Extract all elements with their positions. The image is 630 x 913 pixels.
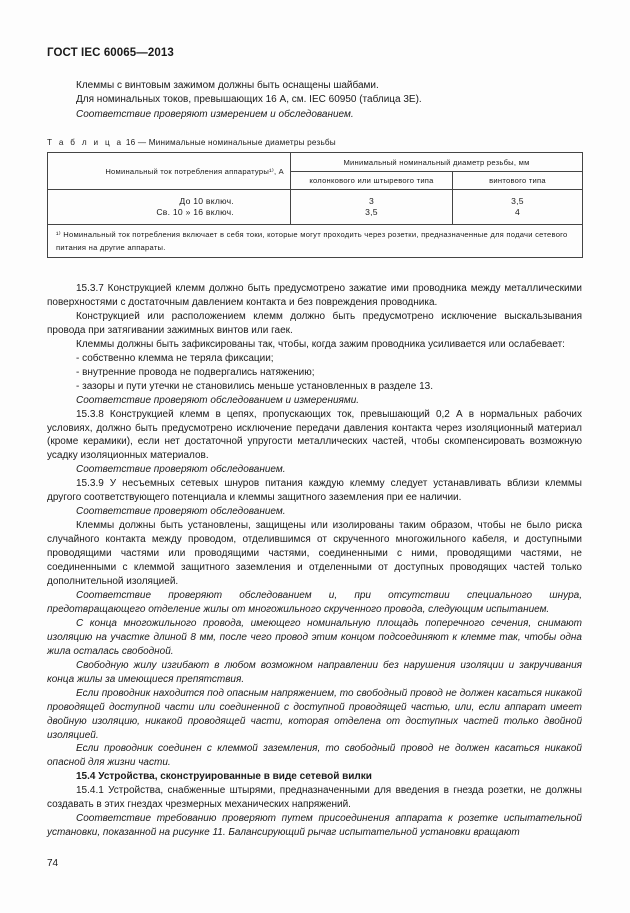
current-cell	[48, 190, 291, 225]
pillar-value: 3	[368, 196, 375, 206]
paragraph: - внутренние провода не подвергались натяжению;	[76, 366, 315, 378]
pillar-value: 3,5	[365, 207, 378, 217]
col-header-screw: винтового типа	[453, 172, 583, 190]
paragraph: Если проводник находится под опасным напряжением, то свободный провод не должен касаться никакой проводящей доступной части или соединенной с доступной проводящей частью, или, если аппарат имеет двойную изоляцию, никакой проводящей части, которая отделена от доступных частей только двойной изоляцией.	[47, 687, 582, 741]
pillar-cell	[291, 190, 453, 225]
intro-line: Соответствие проверяют измерением и обследованием.	[76, 108, 354, 120]
paragraph: Соответствие проверяют обследованием и, при отсутствии специального шнура, предотвращающего отделение жилы от многожильного скрученного провода, следующим испытанием.	[47, 589, 582, 615]
screw-cell	[453, 190, 583, 225]
paragraph: - зазоры и пути утечки не становились меньше установленных в разделе 13.	[76, 380, 433, 392]
paragraph: 15.3.9 У несъемных сетевых шнуров питания каждую клемму следует устанавливать вблизи клеммы другого соответствующего потенциала и клеммы защитного заземления при ее наличии.	[47, 478, 582, 504]
col-header-current: Номинальный ток потребления аппаратуры¹⁾, А	[48, 153, 291, 190]
paragraph: Свободную жилу изгибают в любом возможном направлении без нарушения изоляции и закручивания конца жилы за имеющиеся препятствия.	[47, 659, 582, 685]
section-heading: 15.4 Устройства, сконструированные в виде сетевой вилки	[76, 771, 372, 783]
paragraph: Соответствие проверяют обследованием.	[76, 464, 286, 476]
document-header: ГОСТ IEC 60065—2013	[47, 47, 174, 59]
paragraph: Соответствие проверяют обследованием.	[76, 506, 286, 518]
intro-line: Клеммы с винтовым зажимом должны быть оснащены шайбами.	[76, 80, 379, 91]
table-footnote: ¹⁾ Номинальный ток потребления включает в себя токи, которые могут проходить через розетки, предназначенные для подачи сетевого питания на другие аппараты.	[48, 225, 583, 258]
thread-diameter-table	[47, 152, 583, 258]
caption-rest: 16 — Минимальные номинальные диаметры резьбы	[123, 138, 336, 147]
intro-block	[47, 79, 587, 122]
paragraph: Конструкцией или расположением клемм должно быть предусмотрено исключение выскальзывания провода при затягивании зажимных винтов или гаек.	[47, 310, 582, 336]
table-caption	[47, 138, 336, 147]
col-header-pillar: колонкового или штыревого типа	[291, 172, 453, 190]
screw-value: 3,5	[511, 196, 524, 206]
paragraph: Соответствие проверяют обследованием и измерениями.	[76, 394, 360, 406]
col-header-group: Минимальный номинальный диаметр резьбы, мм	[291, 153, 583, 172]
paragraph: 15.3.7 Конструкцией клемм должно быть предусмотрено зажатие ими проводника между металлическими поверхностями с достаточным давлением контакта и без повреждения проводника.	[47, 283, 582, 308]
paragraph: - собственно клемма не теряла фиксации;	[76, 352, 274, 364]
paragraph: 15.3.8 Конструкцией клемм в цепях, пропускающих ток, превышающий 0,2 А в нормальных рабочих условиях, должно быть предусмотрено исключение передачи давления контакта через изоляционный материал (кроме керамики), если нет достаточной упругости металлических частей, чтобы скомпенсировать возможную усадку изоляционных материалов.	[47, 408, 582, 462]
paragraph: Если проводник соединен с клеммой заземления, то свободный провод не должен касаться никакой опасной для жизни части.	[47, 743, 582, 769]
caption-prefix: Т а б л и ц а	[47, 138, 124, 147]
paragraph: 15.4.1 Устройства, снабженные штырями, предназначенными для введения в гнезда розетки, не должны создавать в этих гнездах чрезмерных механических напряжений.	[47, 785, 582, 811]
screw-value: 4	[514, 207, 521, 217]
intro-line: Для номинальных токов, превышающих 16 А, см. IEC 60950 (таблица 3Е).	[76, 94, 422, 106]
paragraph: Клеммы должны быть установлены, защищены или изолированы таким образом, чтобы не было риска случайного контакта между проводом, отделившимся от скрученного многожильного кабеля, и доступными проводящими частями или проводящими частями, соединенными с ними, проводящими частями, не соединенными с клеммой защитного заземления и отделенными от доступных проводящих частей только дополнительной изоляцией.	[47, 520, 582, 588]
page-number: 74	[47, 858, 59, 869]
paragraph: Соответствие требованию проверяют путем присоединения аппарата к розетке испытательной установки, показанной на рисунке 11. Балансирующий рычаг испытательной установки вращают	[47, 813, 582, 839]
paragraph: Клеммы должны быть зафиксированы так, чтобы, когда зажим проводника усиливается или ослабевает:	[76, 338, 565, 350]
current-label: Св. 10 » 16 включ.	[156, 207, 234, 217]
paragraph: С конца многожильного провода, имеющего номинальную площадь поперечного сечения, снимают изоляцию на участке длиной 8 мм, после чего провод этим концом подсоединяют к клемме так, чтобы одна жила осталась свободной.	[47, 617, 582, 657]
current-label: До 10 включ.	[179, 196, 234, 206]
table-body-row	[48, 190, 583, 225]
body-text	[47, 282, 582, 840]
